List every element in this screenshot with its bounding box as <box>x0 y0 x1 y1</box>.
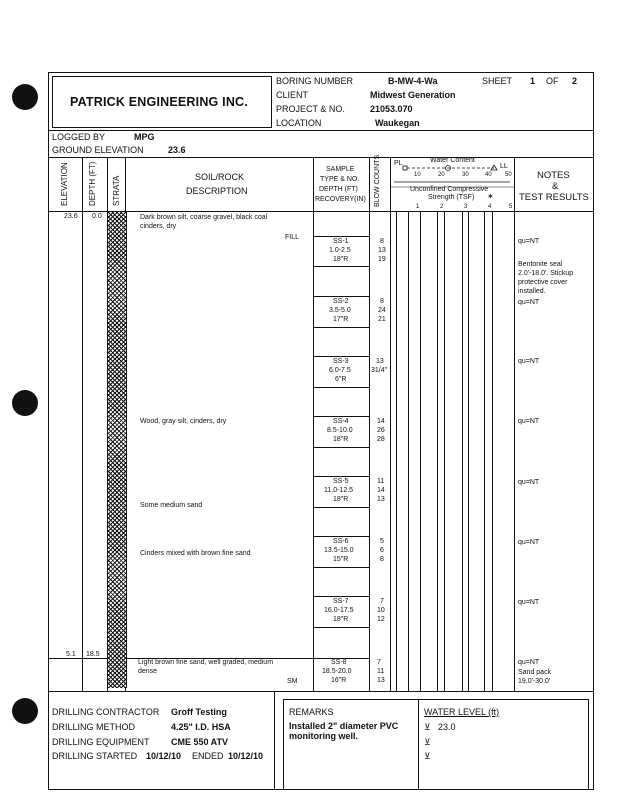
water-level-icon: ⊻ <box>424 751 431 761</box>
test-note: qu=NT <box>518 599 540 606</box>
stratum-label: SM <box>287 678 298 685</box>
binder-hole <box>12 84 38 110</box>
test-note: qu=NT <box>518 299 540 306</box>
blow-count: 21 <box>378 316 386 323</box>
logged-by-label: LOGGED BY <box>52 132 106 142</box>
sample-id: SS-8 <box>331 659 347 666</box>
test-note: qu=NT <box>518 659 540 666</box>
blow-count: 28 <box>377 436 385 443</box>
depth-value: 18.5 <box>86 651 100 658</box>
blow-count: 8 <box>380 556 384 563</box>
test-note: qu=NT <box>518 238 540 245</box>
remarks-text: Installed 2" diameter PVC <box>289 721 399 731</box>
remarks-label: REMARKS <box>289 707 334 717</box>
description-text: Cinders mixed with brown fine sand <box>140 550 251 557</box>
elevation-header: ELEVATION <box>60 162 69 206</box>
sample-header-3: DEPTH (FT) <box>319 186 358 193</box>
blow-count: 19 <box>378 256 386 263</box>
sheet-of: OF <box>546 76 559 86</box>
depth-header: DEPTH (FT) <box>88 161 97 206</box>
blow-count: 13 <box>376 358 384 365</box>
description-text: dense <box>138 668 158 675</box>
ucs-tick-2: 2 <box>440 204 444 210</box>
depth-value: 0.0 <box>92 213 102 220</box>
blow-count: 7 <box>377 659 381 666</box>
blow-count: 12 <box>377 616 385 623</box>
elevation-value: 23.6 <box>64 213 78 220</box>
sample-id: SS-2 <box>333 298 349 305</box>
pl-label: PL <box>394 160 403 167</box>
drilling-contractor: Groff Testing <box>171 707 227 717</box>
blow-count: 8 <box>380 298 384 305</box>
binder-hole <box>12 698 38 724</box>
sample-id: SS-3 <box>333 358 349 365</box>
sample-id: SS-4 <box>333 418 349 425</box>
strata-header: STRATA <box>112 175 121 206</box>
blow-count: 31/4" <box>371 367 388 374</box>
water-level-label: WATER LEVEL (ft) <box>424 707 500 717</box>
water-level-icon: ⊻ <box>424 722 431 732</box>
company-name: PATRICK ENGINEERING INC. <box>70 95 248 109</box>
ucs-star-icon: ✶ <box>487 192 494 201</box>
ll-label: LL <box>500 163 508 170</box>
client-name: Midwest Generation <box>370 90 456 100</box>
wc-tick-20: 20 <box>438 172 445 178</box>
blow-counts-header: BLOW COUNTS <box>374 154 381 207</box>
ucs-tick-3: 3 <box>464 204 468 210</box>
drilling-started: 10/12/10 <box>146 751 182 761</box>
sample-id: SS-1 <box>333 238 349 245</box>
sample-depth: 6.0-7.5 <box>329 367 351 374</box>
ucs-tick-1: 1 <box>416 204 420 210</box>
description-text: Dark brown silt, coarse gravel, black coal <box>140 214 268 221</box>
blow-count: 13 <box>377 677 385 684</box>
sample-depth: 11.0-12.5 <box>324 487 354 494</box>
sample-recovery: 17"R <box>333 316 349 323</box>
notes-header-2: & <box>552 181 559 192</box>
water-level-value: 23.0 <box>438 722 456 732</box>
client-label: CLIENT <box>276 90 309 100</box>
description-header-1: SOIL/ROCK <box>195 172 245 182</box>
ground-elevation-label: GROUND ELEVATION <box>52 145 144 155</box>
sheet-total: 2 <box>572 76 578 86</box>
blow-count: 14 <box>377 418 385 425</box>
install-note: Bentonite seal <box>518 261 563 268</box>
install-note: protective cover <box>518 279 568 286</box>
sample-depth: 18.5-20.0 <box>322 668 352 675</box>
ucs-tick-4: 4 <box>488 204 492 210</box>
wc-tick-40: 40 <box>485 172 492 178</box>
install-note: installed. <box>518 288 546 295</box>
boring-number-label: BORING NUMBER <box>276 76 354 86</box>
location-label: LOCATION <box>276 118 322 128</box>
water-level-icon: ⊻ <box>424 737 431 747</box>
binder-hole <box>12 390 38 416</box>
elevation-value: 5.1 <box>66 651 76 658</box>
test-note: qu=NT <box>518 358 540 365</box>
sample-depth: 3.5-5.0 <box>329 307 351 314</box>
drilling-ended: 10/12/10 <box>228 751 264 761</box>
drilling-equipment: CME 550 ATV <box>171 737 229 747</box>
install-note: 19.0'-30.0' <box>518 678 551 685</box>
project-label: PROJECT & NO. <box>276 104 345 114</box>
notes-header-1: NOTES <box>537 170 570 181</box>
sample-recovery: 16"R <box>331 677 347 684</box>
test-note: qu=NT <box>518 539 540 546</box>
ucs-tick-5: 5 <box>509 204 513 210</box>
water-content-scale <box>390 157 514 211</box>
sample-header-1: SAMPLE <box>326 166 355 173</box>
remarks-text: monitoring well. <box>289 731 358 741</box>
blow-count: 13 <box>378 247 386 254</box>
sample-recovery: 18"R <box>333 616 349 623</box>
sample-recovery: 15"R <box>333 556 349 563</box>
drilling-equipment-label: DRILLING EQUIPMENT <box>52 737 150 747</box>
blow-count: 24 <box>378 307 386 314</box>
sheet-label: SHEET <box>482 76 513 86</box>
blow-count: 8 <box>380 238 384 245</box>
drilling-started-label: DRILLING STARTED <box>52 751 138 761</box>
location-value: Waukegan <box>375 118 420 128</box>
blow-count: 7 <box>380 598 384 605</box>
sample-recovery: 18"R <box>333 256 349 263</box>
sample-header-2: TYPE & NO. <box>320 176 360 183</box>
logged-by: MPG <box>134 132 155 142</box>
wc-tick-10: 10 <box>414 172 421 178</box>
drilling-method: 4.25" I.D. HSA <box>171 722 231 732</box>
blow-count: 5 <box>380 538 384 545</box>
blow-count: 11 <box>377 668 385 675</box>
strata-column-hatch <box>107 212 127 688</box>
sample-depth: 8.5-10.0 <box>327 427 353 434</box>
wc-tick-30: 30 <box>462 172 469 178</box>
blow-count: 10 <box>377 607 385 614</box>
description-header-2: DESCRIPTION <box>186 186 248 196</box>
sample-id: SS-5 <box>333 478 349 485</box>
boring-number: B-MW-4-Wa <box>388 76 438 86</box>
sample-recovery: 6"R <box>335 376 347 383</box>
sheet-number: 1 <box>530 76 536 86</box>
water-content-label: Water Content <box>430 157 475 164</box>
description-text: Some medium sand <box>140 502 203 509</box>
sample-recovery: 18"R <box>333 496 349 503</box>
description-text: Light brown fine sand, well graded, medium <box>138 659 274 666</box>
description-text: Wood, gray silt, cinders, dry <box>140 418 227 425</box>
blow-count: 14 <box>377 487 385 494</box>
sample-depth: 13.5-15.0 <box>324 547 354 554</box>
sample-id: SS-6 <box>333 538 349 545</box>
sample-id: SS-7 <box>333 598 349 605</box>
notes-header-3: TEST RESULTS <box>519 192 589 203</box>
drilling-method-label: DRILLING METHOD <box>52 722 136 732</box>
blow-count: 13 <box>377 496 385 503</box>
install-note: Sand pack <box>518 669 552 676</box>
blow-count: 6 <box>380 547 384 554</box>
drilling-ended-label: ENDED <box>192 751 224 761</box>
ucs-header-1: Unconfined Compressive <box>410 186 489 193</box>
test-note: qu=NT <box>518 418 540 425</box>
blow-count: 11 <box>377 478 385 485</box>
description-text: cinders, dry <box>140 223 177 230</box>
sample-recovery: 18"R <box>333 436 349 443</box>
stratum-label: FILL <box>285 234 300 241</box>
test-note: qu=NT <box>518 479 540 486</box>
wc-tick-50: 50 <box>505 172 512 178</box>
ucs-header-2: Strength (TSF) <box>428 194 475 201</box>
sample-depth: 16.0-17.5 <box>324 607 354 614</box>
project-number: 21053.070 <box>370 104 413 114</box>
ground-elevation: 23.6 <box>168 145 186 155</box>
blow-count: 26 <box>377 427 385 434</box>
drilling-contractor-label: DRILLING CONTRACTOR <box>52 707 160 717</box>
sample-depth: 1.0-2.5 <box>329 247 351 254</box>
install-note: 2.0'-18.0'. Stickup <box>518 270 574 277</box>
sample-header-4: RECOVERY(IN) <box>315 196 366 203</box>
